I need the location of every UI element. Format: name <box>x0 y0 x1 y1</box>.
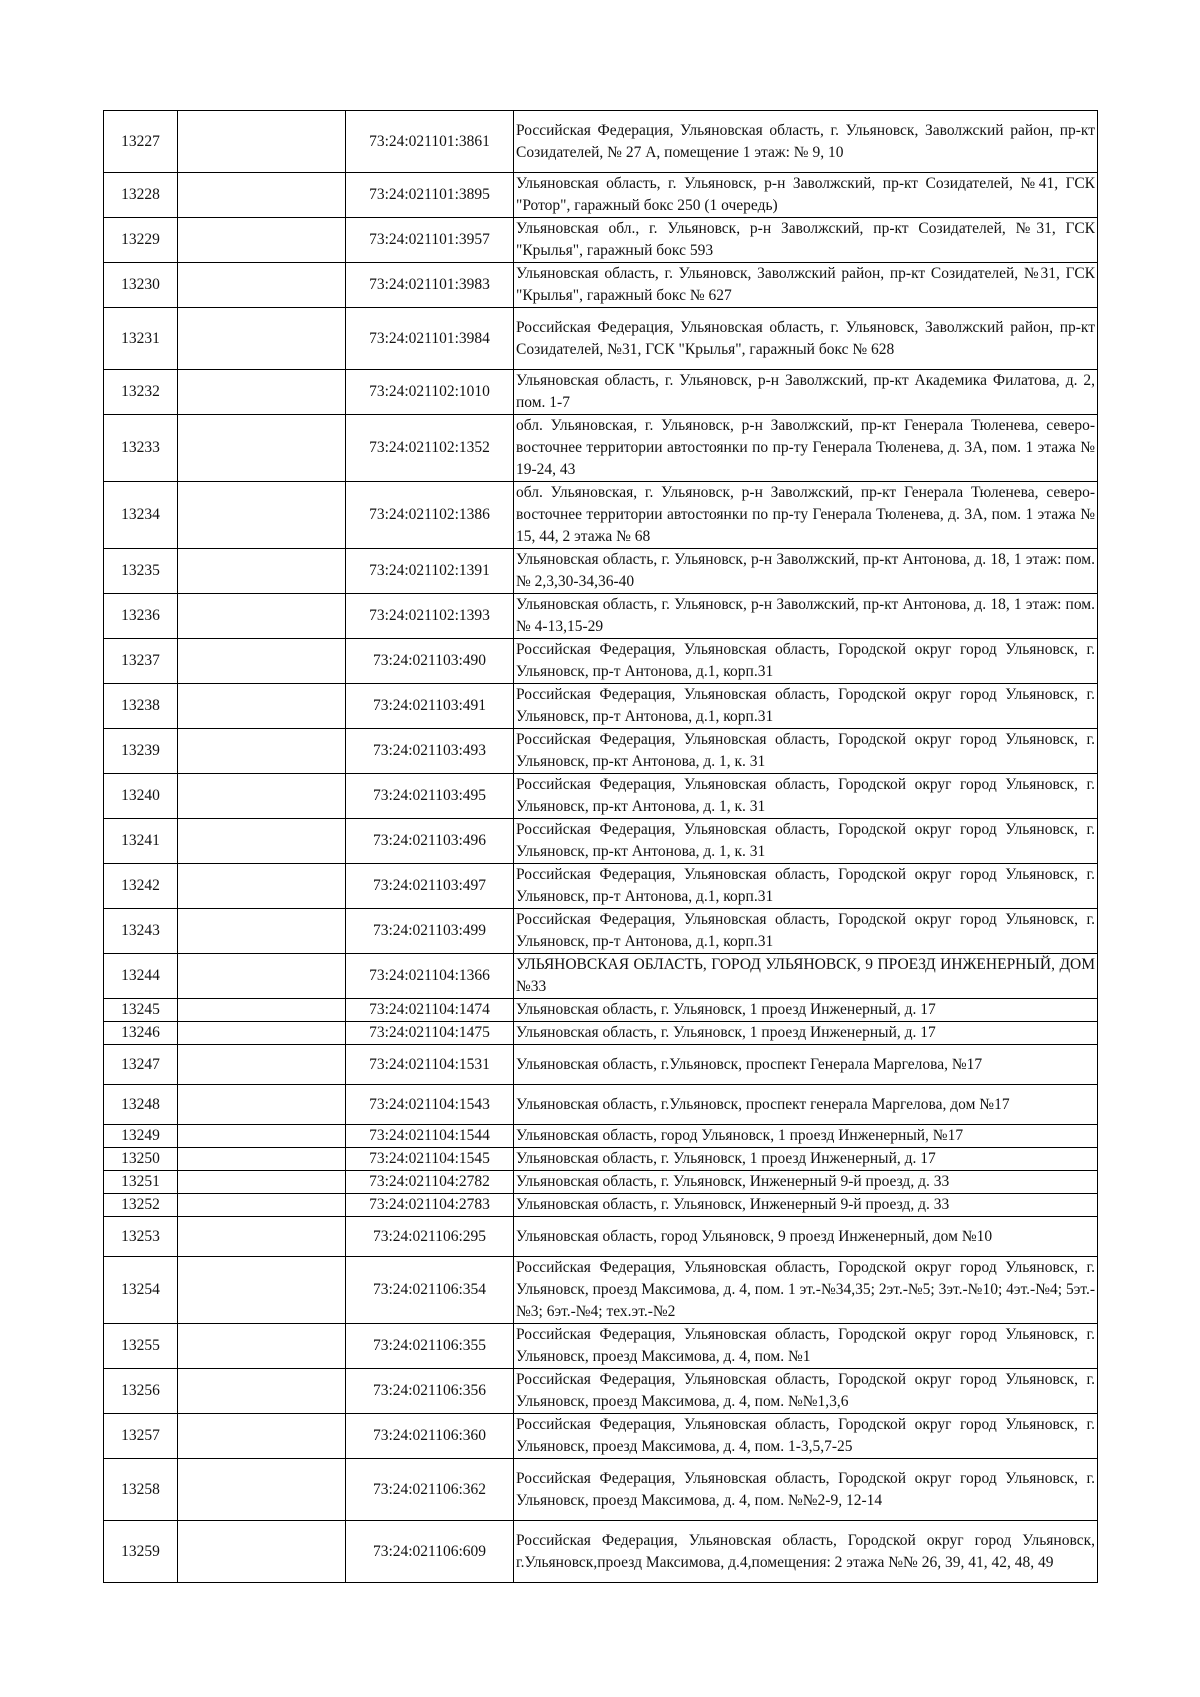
cadastral-number-cell: 73:24:021101:3895 <box>346 173 514 218</box>
row-number-cell: 13244 <box>104 954 178 999</box>
cadastral-number-cell: 73:24:021106:362 <box>346 1459 514 1521</box>
cadastral-number-cell: 73:24:021104:1531 <box>346 1045 514 1085</box>
address-cell: обл. Ульяновская, г. Ульяновск, р-н Заволжский, пр-кт Генерала Тюленева, северо-восточнее территории автостоянки по пр-ту Генерала Тюленева, д. 3А, пом. 1 этажа № 19-24, 43 <box>514 415 1098 482</box>
row-number-cell: 13238 <box>104 684 178 729</box>
property-registry-table <box>103 110 1098 1583</box>
row-number-cell: 13249 <box>104 1125 178 1148</box>
table-row <box>104 1148 1098 1171</box>
cadastral-number-cell: 73:24:021104:2783 <box>346 1194 514 1217</box>
row-number-cell: 13236 <box>104 594 178 639</box>
table-row <box>104 639 1098 684</box>
table-row <box>104 1257 1098 1324</box>
table-row <box>104 864 1098 909</box>
row-number-cell: 13256 <box>104 1369 178 1414</box>
address-cell: Ульяновская область, г. Ульяновск, 1 проезд Инженерный, д. 17 <box>514 1148 1098 1171</box>
table-row <box>104 1022 1098 1045</box>
registry-table-body <box>104 111 1098 1583</box>
cadastral-number-cell: 73:24:021103:495 <box>346 774 514 819</box>
row-number-cell: 13250 <box>104 1148 178 1171</box>
empty-cell <box>178 549 346 594</box>
table-row <box>104 173 1098 218</box>
cadastral-number-cell: 73:24:021102:1352 <box>346 415 514 482</box>
empty-cell <box>178 1045 346 1085</box>
cadastral-number-cell: 73:24:021103:491 <box>346 684 514 729</box>
cadastral-number-cell: 73:24:021102:1391 <box>346 549 514 594</box>
address-cell: Российская Федерация, Ульяновская область, Городской округ город Ульяновск, г. Ульяновск, проезд Максимова, д. 4, пом. 1 эт.-№34,35; 2эт.-№5; 3эт.-№10; 4эт.-№4; 5эт.-№3; 6эт.-№4; тех.эт.-№2 <box>514 1257 1098 1324</box>
empty-cell <box>178 819 346 864</box>
address-cell: Российская Федерация, Ульяновская область, г. Ульяновск, Заволжский район, пр-кт Созидателей, №31, ГСК "Крылья", гаражный бокс № 628 <box>514 308 1098 370</box>
empty-cell <box>178 1022 346 1045</box>
address-cell: Ульяновская область, г. Ульяновск, 1 проезд Инженерный, д. 17 <box>514 999 1098 1022</box>
row-number-cell: 13259 <box>104 1521 178 1583</box>
address-cell: Ульяновская область, г. Ульяновск, р-н Заволжский, пр-кт Антонова, д. 18, 1 этаж: пом. № 2,3,30-34,36-40 <box>514 549 1098 594</box>
address-cell: Ульяновская область, г. Ульяновск, 1 проезд Инженерный, д. 17 <box>514 1022 1098 1045</box>
cadastral-number-cell: 73:24:021104:1366 <box>346 954 514 999</box>
cadastral-number-cell: 73:24:021101:3984 <box>346 308 514 370</box>
address-cell: Ульяновская область, г. Ульяновск, Заволжский район, пр-кт Созидателей, №31, ГСК "Крылья", гаражный бокс № 627 <box>514 263 1098 308</box>
row-number-cell: 13239 <box>104 729 178 774</box>
address-cell: Российская Федерация, Ульяновская область, Городской округ город Ульяновск, г. Ульяновск, проезд Максимова, д. 4, пом. №№2-9, 12-14 <box>514 1459 1098 1521</box>
address-cell: УЛЬЯНОВСКАЯ ОБЛАСТЬ, ГОРОД УЛЬЯНОВСК, 9 ПРОЕЗД ИНЖЕНЕРНЫЙ, ДОМ №33 <box>514 954 1098 999</box>
empty-cell <box>178 1521 346 1583</box>
cadastral-number-cell: 73:24:021104:1544 <box>346 1125 514 1148</box>
table-row <box>104 1171 1098 1194</box>
table-row <box>104 1085 1098 1125</box>
cadastral-number-cell: 73:24:021104:1475 <box>346 1022 514 1045</box>
address-cell: Российская Федерация, Ульяновская область, Городской округ город Ульяновск, г. Ульяновск, пр-т Антонова, д.1, корп.31 <box>514 684 1098 729</box>
address-cell: Ульяновская область, г.Ульяновск, проспект Генерала Маргелова, №17 <box>514 1045 1098 1085</box>
table-row <box>104 308 1098 370</box>
row-number-cell: 13257 <box>104 1414 178 1459</box>
address-cell: обл. Ульяновская, г. Ульяновск, р-н Заволжский, пр-кт Генерала Тюленева, северо-восточнее территории автостоянки по пр-ту Генерала Тюленева, д. 3А, пом. 1 этажа № 15, 44, 2 этажа № 68 <box>514 482 1098 549</box>
table-row <box>104 263 1098 308</box>
address-cell: Ульяновская область, г. Ульяновск, р-н Заволжский, пр-кт Антонова, д. 18, 1 этаж: пом. № 4-13,15-29 <box>514 594 1098 639</box>
table-row <box>104 729 1098 774</box>
address-cell: Российская Федерация, Ульяновская область, Городской округ город Ульяновск, г. Ульяновск, проезд Максимова, д. 4, пом. №№1,3,6 <box>514 1369 1098 1414</box>
cadastral-number-cell: 73:24:021104:1474 <box>346 999 514 1022</box>
row-number-cell: 13240 <box>104 774 178 819</box>
empty-cell <box>178 909 346 954</box>
cadastral-number-cell: 73:24:021102:1010 <box>346 370 514 415</box>
row-number-cell: 13247 <box>104 1045 178 1085</box>
row-number-cell: 13237 <box>104 639 178 684</box>
address-cell: Ульяновская область, г. Ульяновск, р-н Заволжский, пр-кт Академика Филатова, д. 2, пом. 1-7 <box>514 370 1098 415</box>
table-row <box>104 415 1098 482</box>
table-row <box>104 954 1098 999</box>
empty-cell <box>178 639 346 684</box>
empty-cell <box>178 1194 346 1217</box>
address-cell: Российская Федерация, Ульяновская область, Городской округ город Ульяновск, г. Ульяновск, пр-кт Антонова, д. 1, к. 31 <box>514 729 1098 774</box>
address-cell: Ульяновская область, г. Ульяновск, Инженерный 9-й проезд, д. 33 <box>514 1171 1098 1194</box>
empty-cell <box>178 370 346 415</box>
empty-cell <box>178 1369 346 1414</box>
empty-cell <box>178 1324 346 1369</box>
cadastral-number-cell: 73:24:021101:3983 <box>346 263 514 308</box>
cadastral-number-cell: 73:24:021103:493 <box>346 729 514 774</box>
row-number-cell: 13253 <box>104 1217 178 1257</box>
table-row <box>104 594 1098 639</box>
table-row <box>104 1369 1098 1414</box>
row-number-cell: 13245 <box>104 999 178 1022</box>
empty-cell <box>178 1125 346 1148</box>
table-row <box>104 909 1098 954</box>
empty-cell <box>178 1257 346 1324</box>
cadastral-number-cell: 73:24:021104:2782 <box>346 1171 514 1194</box>
row-number-cell: 13230 <box>104 263 178 308</box>
row-number-cell: 13258 <box>104 1459 178 1521</box>
empty-cell <box>178 1414 346 1459</box>
address-cell: Ульяновская область, г.Ульяновск, проспект генерала Маргелова, дом №17 <box>514 1085 1098 1125</box>
address-cell: Российская Федерация, Ульяновская область, Городской округ город Ульяновск, г. Ульяновск, пр-кт Антонова, д. 1, к. 31 <box>514 819 1098 864</box>
row-number-cell: 13235 <box>104 549 178 594</box>
empty-cell <box>178 594 346 639</box>
cadastral-number-cell: 73:24:021102:1393 <box>346 594 514 639</box>
address-cell: Российская Федерация, Ульяновская область, Городской округ город Ульяновск, г.Ульяновск,проезд Максимова, д.4,помещения: 2 этажа №№ 26, 39, 41, 42, 48, 49 <box>514 1521 1098 1583</box>
address-cell: Российская Федерация, Ульяновская область, Городской округ город Ульяновск, г. Ульяновск, пр-т Антонова, д.1, корп.31 <box>514 909 1098 954</box>
table-row <box>104 370 1098 415</box>
empty-cell <box>178 111 346 173</box>
address-cell: Ульяновская область, город Ульяновск, 1 проезд Инженерный, №17 <box>514 1125 1098 1148</box>
table-row <box>104 1521 1098 1583</box>
row-number-cell: 13242 <box>104 864 178 909</box>
row-number-cell: 13246 <box>104 1022 178 1045</box>
empty-cell <box>178 684 346 729</box>
empty-cell <box>178 729 346 774</box>
table-row <box>104 482 1098 549</box>
cadastral-number-cell: 73:24:021103:490 <box>346 639 514 684</box>
row-number-cell: 13234 <box>104 482 178 549</box>
empty-cell <box>178 1217 346 1257</box>
row-number-cell: 13228 <box>104 173 178 218</box>
address-cell: Российская Федерация, Ульяновская область, Городской округ город Ульяновск, г. Ульяновск, пр-т Антонова, д.1, корп.31 <box>514 864 1098 909</box>
empty-cell <box>178 1459 346 1521</box>
table-row <box>104 1217 1098 1257</box>
cadastral-number-cell: 73:24:021104:1543 <box>346 1085 514 1125</box>
row-number-cell: 13254 <box>104 1257 178 1324</box>
cadastral-number-cell: 73:24:021106:360 <box>346 1414 514 1459</box>
cadastral-number-cell: 73:24:021101:3957 <box>346 218 514 263</box>
empty-cell <box>178 482 346 549</box>
table-row <box>104 1459 1098 1521</box>
table-row <box>104 774 1098 819</box>
table-row <box>104 684 1098 729</box>
empty-cell <box>178 1085 346 1125</box>
row-number-cell: 13231 <box>104 308 178 370</box>
empty-cell <box>178 999 346 1022</box>
cadastral-number-cell: 73:24:021102:1386 <box>346 482 514 549</box>
row-number-cell: 13248 <box>104 1085 178 1125</box>
table-row <box>104 111 1098 173</box>
cadastral-number-cell: 73:24:021103:496 <box>346 819 514 864</box>
address-cell: Ульяновская область, город Ульяновск, 9 проезд Инженерный, дом №10 <box>514 1217 1098 1257</box>
row-number-cell: 13229 <box>104 218 178 263</box>
empty-cell <box>178 173 346 218</box>
address-cell: Ульяновская обл., г. Ульяновск, р-н Заволжский, пр-кт Созидателей, №31, ГСК "Крылья", гаражный бокс 593 <box>514 218 1098 263</box>
empty-cell <box>178 954 346 999</box>
row-number-cell: 13233 <box>104 415 178 482</box>
empty-cell <box>178 1148 346 1171</box>
table-row <box>104 1194 1098 1217</box>
address-cell: Российская Федерация, Ульяновская область, г. Ульяновск, Заволжский район, пр-кт Созидателей, № 27 А, помещение 1 этаж: № 9, 10 <box>514 111 1098 173</box>
row-number-cell: 13241 <box>104 819 178 864</box>
cadastral-number-cell: 73:24:021106:295 <box>346 1217 514 1257</box>
table-row <box>104 1414 1098 1459</box>
address-cell: Ульяновская область, г. Ульяновск, Инженерный 9-й проезд, д. 33 <box>514 1194 1098 1217</box>
row-number-cell: 13252 <box>104 1194 178 1217</box>
cadastral-number-cell: 73:24:021106:356 <box>346 1369 514 1414</box>
cadastral-number-cell: 73:24:021106:355 <box>346 1324 514 1369</box>
address-cell: Российская Федерация, Ульяновская область, Городской округ город Ульяновск, г. Ульяновск, проезд Максимова, д. 4, пом. №1 <box>514 1324 1098 1369</box>
empty-cell <box>178 308 346 370</box>
cadastral-number-cell: 73:24:021106:354 <box>346 1257 514 1324</box>
row-number-cell: 13255 <box>104 1324 178 1369</box>
row-number-cell: 13227 <box>104 111 178 173</box>
empty-cell <box>178 774 346 819</box>
cadastral-number-cell: 73:24:021103:499 <box>346 909 514 954</box>
cadastral-number-cell: 73:24:021101:3861 <box>346 111 514 173</box>
address-cell: Российская Федерация, Ульяновская область, Городской округ город Ульяновск, г. Ульяновск, пр-кт Антонова, д. 1, к. 31 <box>514 774 1098 819</box>
table-row <box>104 549 1098 594</box>
cadastral-number-cell: 73:24:021104:1545 <box>346 1148 514 1171</box>
cadastral-number-cell: 73:24:021106:609 <box>346 1521 514 1583</box>
address-cell: Российская Федерация, Ульяновская область, Городской округ город Ульяновск, г. Ульяновск, пр-т Антонова, д.1, корп.31 <box>514 639 1098 684</box>
table-row <box>104 819 1098 864</box>
table-row <box>104 1045 1098 1085</box>
table-row <box>104 1324 1098 1369</box>
empty-cell <box>178 415 346 482</box>
empty-cell <box>178 218 346 263</box>
empty-cell <box>178 1171 346 1194</box>
cadastral-number-cell: 73:24:021103:497 <box>346 864 514 909</box>
row-number-cell: 13251 <box>104 1171 178 1194</box>
address-cell: Ульяновская область, г. Ульяновск, р-н Заволжский, пр-кт Созидателей, №41, ГСК "Ротор", гаражный бокс 250 (1 очередь) <box>514 173 1098 218</box>
table-row <box>104 999 1098 1022</box>
table-row <box>104 1125 1098 1148</box>
empty-cell <box>178 864 346 909</box>
empty-cell <box>178 263 346 308</box>
row-number-cell: 13243 <box>104 909 178 954</box>
row-number-cell: 13232 <box>104 370 178 415</box>
address-cell: Российская Федерация, Ульяновская область, Городской округ город Ульяновск, г. Ульяновск, проезд Максимова, д. 4, пом. 1-3,5,7-25 <box>514 1414 1098 1459</box>
table-row <box>104 218 1098 263</box>
